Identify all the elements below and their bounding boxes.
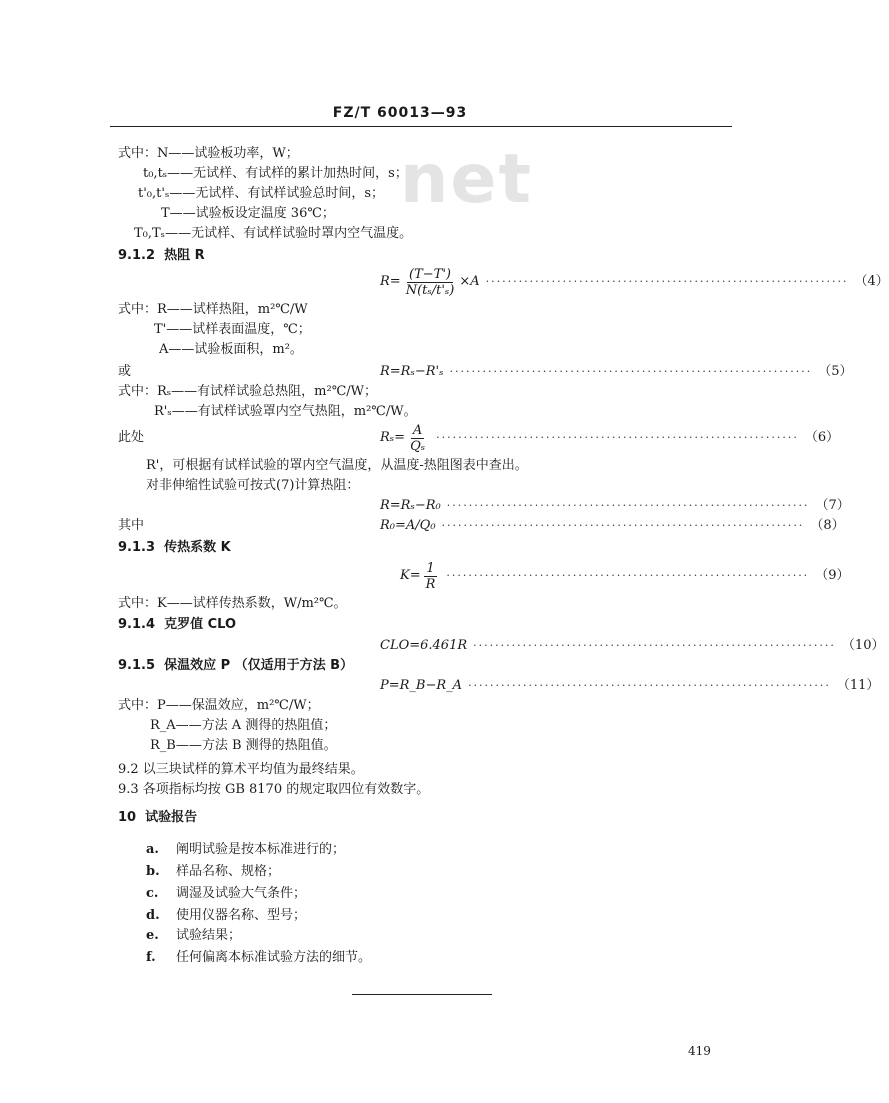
formula-7 (380, 498, 850, 514)
formula-9-denominator: R (425, 576, 436, 592)
section-number: 9.1.3 (118, 540, 156, 555)
definition-line: T₀,Tₛ——无试样、有试样试验时罩内空气温度。 (134, 226, 413, 241)
section-heading-9-1-5 (118, 658, 353, 674)
formula-10 (380, 638, 885, 654)
or-label: 或 (118, 364, 132, 379)
standard-code-header: FZ/T 60013—93 (332, 105, 468, 121)
list-item (146, 928, 241, 944)
definition-line: 式中：N——试验板功率，W； (118, 146, 299, 161)
formula-4-number: （4） (854, 274, 889, 289)
formula-7-number: （7） (815, 498, 850, 513)
section-9-2: 9.2 以三块试样的算术平均值为最终结果。 (118, 762, 364, 777)
header-rule (110, 126, 732, 127)
page-number: 419 (688, 1044, 711, 1058)
formula-10-number: （10） (841, 638, 885, 653)
section-heading-9-1-2 (118, 248, 205, 264)
formula-4-lhs: R= (380, 274, 401, 289)
leader-dots: ·································································· (449, 365, 813, 378)
list-text: 任何偏离本标准试验方法的细节。 (176, 950, 372, 965)
definition-line: 式中：K——试样传热系数，W/m²℃。 (118, 596, 347, 611)
definition-line: R_B——方法 B 测得的热阻值。 (150, 738, 337, 753)
formula-4 (380, 266, 889, 298)
list-letter: d. (146, 908, 160, 923)
formula-6 (380, 422, 840, 454)
list-letter: f. (146, 950, 156, 965)
list-item (146, 908, 306, 924)
watermark: net (400, 140, 534, 219)
list-item (146, 950, 371, 966)
section-number: 9.1.2 (118, 248, 156, 263)
definition-line: R_A——方法 A 测得的热阻值； (150, 718, 337, 733)
formula-9-lhs: K= (400, 568, 421, 583)
list-text: 阐明试验是按本标准进行的； (176, 842, 346, 857)
formula-6-denominator: Qₛ (410, 438, 426, 454)
note-line: R'，可根据有试样试验的罩内空气温度，从温度-热阻图表中查出。 (146, 458, 528, 473)
list-item (146, 842, 345, 858)
formula-9-fraction (424, 561, 438, 592)
leader-dots: ·································································· (441, 519, 805, 532)
leader-dots: ·································································· (446, 569, 810, 582)
formula-5-text: R=Rₛ−R'ₛ (380, 364, 444, 379)
formula-11-text: P=R_B−R_A (380, 678, 463, 693)
definition-line: T——试验板设定温度 36℃； (161, 206, 335, 221)
formula-4-fraction (404, 267, 457, 298)
list-letter: b. (146, 864, 160, 879)
definition-line: t'₀,t'ₛ——无试样、有试样试验总时间，s； (138, 186, 384, 201)
definition-line: R'ₛ——有试样试验罩内空气热阻，m²℃/W。 (154, 404, 417, 419)
definition-line: 式中：P——保温效应，m²℃/W； (118, 698, 320, 713)
here-label: 此处 (118, 430, 145, 445)
list-letter: c. (146, 886, 159, 901)
formula-8-number: （8） (810, 518, 845, 533)
formula-4-rhs: ×A (459, 274, 480, 289)
formula-6-number: （6） (804, 430, 840, 445)
leader-dots: ·································································· (473, 639, 836, 652)
formula-6-lhs: Rₛ= (380, 430, 406, 445)
formula-6-fraction (408, 423, 427, 454)
leader-dots: ·································································· (485, 275, 849, 288)
section-title: 传热系数 K (164, 540, 231, 555)
definition-line: 式中：Rₛ——有试样试验总热阻，m²℃/W； (118, 384, 377, 399)
list-letter: e. (146, 928, 159, 943)
section-heading-9-1-4 (118, 617, 236, 633)
definition-line: t₀,tₛ——无试样、有试样的累计加热时间，s； (143, 166, 408, 181)
section-title: 试验报告 (145, 810, 198, 825)
footer-rule (352, 994, 492, 995)
leader-dots: ·································································· (468, 679, 831, 692)
section-title: 保温效应 P （仅适用于方法 B） (164, 658, 354, 673)
section-heading-10 (118, 810, 197, 826)
formula-9-number: （9） (815, 568, 850, 583)
leader-dots: ·································································· (446, 499, 810, 512)
formula-5 (380, 364, 853, 380)
list-item (146, 886, 306, 902)
formula-7-text: R=Rₛ−R₀ (380, 498, 441, 513)
section-number: 9.1.4 (118, 617, 156, 632)
section-heading-9-1-3 (118, 540, 231, 556)
formula-11-number: （11） (836, 678, 880, 693)
list-letter: a. (146, 842, 159, 857)
formula-6-numerator: A (412, 422, 423, 438)
formula-4-denominator: N(tₛ/t'ₛ) (405, 282, 455, 298)
formula-8-text: R₀=A/Q₀ (380, 518, 436, 533)
section-number: 9.1.5 (118, 658, 156, 673)
definition-line: T'——试样表面温度，℃； (154, 322, 311, 337)
list-text: 使用仪器名称、型号； (176, 908, 307, 923)
formula-11 (380, 678, 880, 694)
definition-line: A——试验板面积，m²。 (159, 342, 303, 357)
section-9-3: 9.3 各项指标均按 GB 8170 的规定取四位有效数字。 (118, 782, 430, 797)
formula-10-text: CLO=6.461R (380, 638, 468, 653)
formula-9 (380, 560, 850, 592)
section-title: 热阻 R (164, 248, 205, 263)
list-text: 调湿及试验大气条件； (176, 886, 307, 901)
formula-4-numerator: (T−T') (409, 266, 451, 282)
formula-5-number: （5） (818, 364, 853, 379)
note-line: 对非伸缩性试验可按式(7)计算热阻： (146, 478, 360, 493)
list-item (146, 864, 280, 880)
section-number: 10 (118, 810, 137, 825)
list-text: 试验结果； (176, 928, 242, 943)
definition-line: 式中：R——试样热阻，m²℃/W (118, 302, 308, 317)
section-title: 克罗值 CLO (164, 617, 237, 632)
formula-9-numerator: 1 (426, 560, 435, 576)
leader-dots: ·································································· (436, 431, 799, 444)
where-label: 其中 (118, 518, 145, 533)
formula-8 (380, 518, 845, 534)
list-text: 样品名称、规格； (176, 864, 281, 879)
